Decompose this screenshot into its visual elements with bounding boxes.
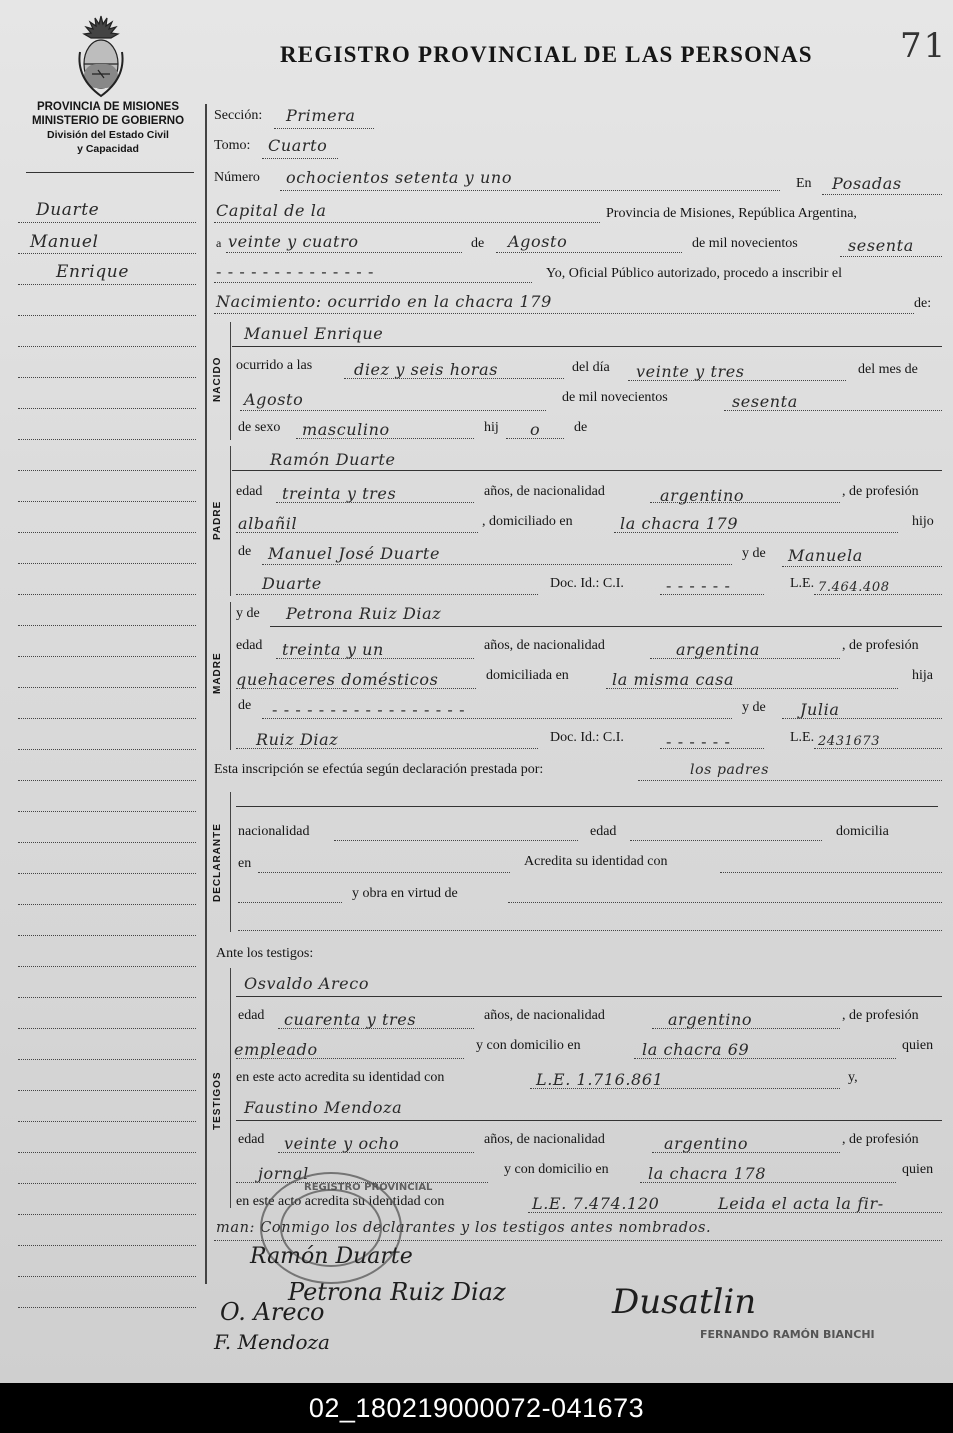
testigo2-anios-label: años, de nacionalidad (484, 1132, 605, 1147)
padre-side-label: PADRE (212, 500, 223, 540)
testigo1-edad-label: edad (238, 1008, 265, 1023)
signature-witness1: O. Areco (220, 1298, 325, 1326)
dia-line (628, 380, 846, 381)
madre-ci: - - - - - - (666, 732, 731, 751)
madre-anios-label: años, de nacionalidad (484, 638, 605, 653)
padre-le-label: L.E. (790, 576, 815, 591)
declarante-obra-label: y obra en virtud de (352, 886, 458, 901)
testigo2-acredita-label: en este acto acredita su identidad con (236, 1194, 445, 1209)
declarante-bracket (230, 792, 231, 932)
padre-edad-line (276, 502, 474, 503)
testigo2-domicilio-line (640, 1182, 896, 1183)
madre-edad: treinta y un (282, 640, 384, 659)
margin-rule-line (18, 1028, 196, 1029)
nacido-bracket (230, 322, 231, 440)
a-value: veinte y cuatro (228, 232, 359, 251)
anio-line (840, 256, 942, 257)
declarante-extra-line (238, 930, 942, 931)
signature-witness2: F. Mendoza (214, 1330, 330, 1354)
margin-rule-line (18, 532, 196, 533)
numero-value: ochocientos setenta y uno (286, 168, 513, 187)
image-id-footer: 02_180219000072-041673 (0, 1383, 953, 1433)
tomo-label: Tomo: (214, 138, 251, 153)
abuela-materna: Julia (800, 700, 840, 719)
padre-le: 7.464.408 (818, 580, 890, 595)
margin-rule-line (18, 1090, 196, 1091)
signature-official: Dusatlin (612, 1282, 757, 1322)
margin-rule-line (18, 315, 196, 316)
testigo2-doc-line (528, 1212, 942, 1213)
testigo1-y-label: y, (848, 1070, 858, 1085)
margin-rule-line (18, 625, 196, 626)
de-colon: de: (914, 296, 932, 311)
declarante-side-label: DECLARANTE (212, 823, 223, 902)
padre-profesion-line (236, 532, 478, 533)
testigo2-doc: L.E. 7.474.120 (532, 1194, 660, 1213)
hijo-label: hijo (912, 514, 934, 529)
nacido-nombre-line (232, 346, 942, 347)
margin-rule-line (18, 1183, 196, 1184)
margin-rule-line (18, 501, 196, 502)
testigo1-profesion: empleado (234, 1040, 318, 1059)
abuelo-paterno: Manuel José Duarte (268, 544, 441, 563)
provincia-text: Provincia de Misiones, República Argentina, (606, 206, 857, 221)
margin-rule-line (18, 873, 196, 874)
a-label: a (216, 236, 222, 250)
horas-value: diez y seis horas (354, 360, 499, 379)
madre-nacionalidad-line (650, 658, 840, 659)
nacido-anio: sesenta (732, 392, 798, 411)
testigo2-quien-label: quien (902, 1162, 934, 1177)
margin-rule-line (18, 253, 196, 254)
registry-stamp-icon (256, 1168, 433, 1288)
padre-anios-label: años, de nacionalidad (484, 484, 605, 499)
testigo2-profesion-label: , de profesión (842, 1132, 919, 1147)
padre-nombre: Ramón Duarte (270, 450, 396, 469)
madre-nacionalidad: argentina (676, 640, 760, 659)
margin-rule-line (18, 470, 196, 471)
testigo1-acredita-label: en este acto acredita su identidad con (236, 1070, 445, 1085)
declarante-en-line (258, 872, 510, 873)
madre-edad-line (276, 658, 474, 659)
signature-father: Ramón Duarte (250, 1244, 413, 1269)
abuela-paterna: Manuela (788, 546, 863, 565)
testigo1-edad: cuarenta y tres (284, 1010, 417, 1029)
abuela-paterna-2-line (236, 594, 538, 595)
abuelo-materno: - - - - - - - - - - - - - - - - - (272, 700, 466, 719)
testigo2-edad-label: edad (238, 1132, 265, 1147)
margin-rule-line (18, 842, 196, 843)
testigo1-doc-line (530, 1088, 840, 1089)
stamp-text: REGISTRO PROVINCIAL (304, 1182, 433, 1193)
margin-rule-line (18, 594, 196, 595)
padre-ci-line (660, 594, 764, 595)
padre-de-label: de (238, 544, 252, 559)
testigo1-domicilio-label: y con domicilio en (476, 1038, 581, 1053)
del-dia-label: del día (572, 360, 610, 375)
testigo2-domicilio: la chacra 178 (648, 1164, 767, 1183)
numero-label: Número (214, 170, 260, 185)
padre-bracket (230, 446, 231, 596)
official-stamp: FERNANDO RAMÓN BIANCHI (700, 1328, 875, 1341)
numero-line (280, 190, 780, 191)
nacido-anio-line (724, 410, 942, 411)
madre-profesion-line (236, 688, 476, 689)
abuela-paterna-2: Duarte (262, 574, 322, 593)
margin-note-first-name: Manuel (30, 232, 99, 252)
nacido-de-label: de (574, 420, 588, 435)
a-line (226, 252, 462, 253)
margin-rule-line (18, 749, 196, 750)
ministry-name: MINISTERIO DE GOBIERNO (31, 115, 185, 127)
capital-value: Capital de la (216, 201, 327, 220)
madre-profesion: quehaceres domésticos (236, 670, 439, 689)
margin-rule-line (18, 1152, 196, 1153)
del-mes-label: del mes de (858, 362, 918, 377)
margin-rule-line (18, 1059, 196, 1060)
margin-rule-line (18, 966, 196, 967)
de-label: de (471, 236, 485, 251)
testigo2-nacionalidad-line (652, 1152, 840, 1153)
margin-rule-line (18, 687, 196, 688)
dash-value: - - - - - - - - - - - - - - (216, 262, 375, 281)
declarante-obra-prev-line (238, 902, 342, 903)
province-block (18, 100, 198, 156)
madre-edad-label: edad (236, 638, 263, 653)
margin-rule-line (18, 439, 196, 440)
anio-value: sesenta (848, 236, 914, 255)
margin-rule-line (18, 904, 196, 905)
mes-value: Agosto (508, 232, 568, 251)
testigo2-profesion: jornal (258, 1164, 309, 1183)
oficial-text: Yo, Oficial Público autorizado, procedo a inscribir el (546, 266, 843, 281)
margin-rule-line (18, 1245, 196, 1246)
padre-edad: treinta y tres (282, 484, 397, 503)
testigo2-edad: veinte y ocho (284, 1134, 400, 1153)
madre-profesion-label: , de profesión (842, 638, 919, 653)
declarante-nacionalidad-label: nacionalidad (238, 824, 310, 839)
padre-y-de-label: y de (742, 546, 766, 561)
margin-rule-line (18, 935, 196, 936)
nacimiento-line (214, 313, 914, 314)
sexo-label: de sexo (238, 420, 281, 435)
madre-le: 2431673 (818, 734, 881, 749)
hij-label: hij (484, 420, 499, 435)
margin-rule-line (18, 997, 196, 998)
declarante-edad-line (630, 840, 822, 841)
nacimiento-value: Nacimiento: ocurrido en la chacra 179 (216, 292, 552, 311)
margin-rule-line (18, 377, 196, 378)
madre-nombre-line (270, 626, 942, 627)
madre-doc-label: Doc. Id.: C.I. (550, 730, 624, 745)
margin-rule-line (18, 563, 196, 564)
margin-rule-line (18, 408, 196, 409)
testigo1-domicilio-line (634, 1058, 896, 1059)
seccion-label: Sección: (214, 108, 263, 123)
en-label: En (796, 176, 812, 191)
dia-value: veinte y tres (636, 362, 745, 381)
declarante-obra-line (508, 902, 942, 903)
testigo2-edad-line (278, 1152, 474, 1153)
nacido-mes-line (240, 410, 546, 411)
padre-nombre-line (232, 470, 942, 471)
madre-de-label: de (238, 698, 252, 713)
hij-line (506, 438, 564, 439)
division-name: División del Estado Civil (47, 129, 169, 141)
abuela-paterna-line (782, 566, 942, 567)
en-line (822, 194, 942, 195)
testigo2-nombre: Faustino Mendoza (244, 1098, 403, 1117)
declarante-edad-label: edad (590, 824, 617, 839)
padre-ci: - - - - - - (666, 576, 731, 595)
padre-domicilio-line (614, 532, 898, 533)
margin-rule-line (18, 1214, 196, 1215)
madre-domicilio-line (606, 688, 898, 689)
madre-le-line (814, 748, 942, 749)
padre-domicilio-label: , domiciliado en (482, 514, 573, 529)
margin-rule-line (18, 656, 196, 657)
nacido-nombre: Manuel Enrique (244, 324, 384, 343)
madre-side-label: MADRE (212, 652, 223, 694)
testigo1-nombre-line (236, 996, 942, 997)
margin-rule-line (18, 718, 196, 719)
mil-label: de mil novecientos (692, 236, 798, 251)
padre-profesion-label: , de profesión (842, 484, 919, 499)
declarante-nombre-line (236, 806, 938, 807)
testigo1-profesion-line (236, 1058, 464, 1059)
tomo-value: Cuarto (268, 136, 328, 155)
cierre-text: man: Conmigo los declarantes y los testigos antes nombrados. (216, 1220, 712, 1236)
padre-edad-label: edad (236, 484, 263, 499)
testigo1-nacionalidad: argentino (668, 1010, 753, 1029)
ante-testigos-label: Ante los testigos: (216, 946, 314, 961)
madre-ci-line (660, 748, 764, 749)
mes-line (496, 252, 682, 253)
madre-bracket (230, 602, 231, 750)
declarante-en-label: en (238, 856, 252, 871)
margin-rule-line (18, 222, 196, 223)
testigo1-domicilio: la chacra 69 (642, 1040, 750, 1059)
margin-rule-line (18, 1121, 196, 1122)
declaracion-line (638, 780, 942, 781)
testigo1-nombre: Osvaldo Areco (244, 974, 370, 993)
nacido-mes: Agosto (244, 390, 304, 409)
testigos-bracket (230, 968, 231, 1208)
abuela-materna-line (782, 718, 942, 719)
en-value: Posadas (832, 174, 902, 193)
margin-divider (205, 104, 207, 1284)
testigo1-nacionalidad-line (652, 1028, 840, 1029)
hija-label: hija (912, 668, 933, 683)
sexo-line (296, 438, 474, 439)
padre-domicilio: la chacra 179 (620, 514, 739, 533)
declarante-acredita-label: Acredita su identidad con (524, 854, 668, 869)
madre-le-label: L.E. (790, 730, 815, 745)
madre-domicilio: la misma casa (612, 670, 735, 689)
testigo2-domicilio-label: y con domicilio en (504, 1162, 609, 1177)
padre-nacionalidad: argentino (660, 486, 745, 505)
division-name-2: y Capacidad (77, 143, 139, 155)
seccion-value: Primera (286, 106, 356, 125)
ocurrido-label: ocurrido a las (236, 358, 313, 373)
padre-profesion: albañil (238, 514, 298, 533)
declarante-domicilia-label: domicilia (836, 824, 889, 839)
declarante-nacionalidad-line (334, 840, 578, 841)
testigos-side-label: TESTIGOS (212, 1071, 223, 1130)
testigo1-anios-label: años, de nacionalidad (484, 1008, 605, 1023)
margin-rule-line (18, 811, 196, 812)
testigo1-quien-label: quien (902, 1038, 934, 1053)
province-name: PROVINCIA DE MISIONES (36, 101, 180, 113)
margin-note-surname: Duarte (36, 200, 100, 220)
nacido-side-label: NACIDO (212, 356, 223, 402)
testigo2-nombre-line (236, 1120, 942, 1121)
abuelo-paterno-line (262, 564, 732, 565)
horas-line (344, 378, 564, 379)
testigo2-nacionalidad: argentino (664, 1134, 749, 1153)
document-title: REGISTRO PROVINCIAL DE LAS PERSONAS (280, 42, 813, 67)
margin-rule-line (18, 346, 196, 347)
padre-doc-label: Doc. Id.: C.I. (550, 576, 624, 591)
margin-rule-line (18, 284, 196, 285)
province-divider (26, 172, 194, 173)
padre-le-line (814, 594, 942, 595)
seccion-line (274, 128, 374, 129)
abuela-materna-2-line (236, 748, 538, 749)
madre-y-de2-label: y de (742, 700, 766, 715)
testigo1-edad-line (278, 1028, 474, 1029)
padre-nacionalidad-line (650, 502, 840, 503)
sexo-value: masculino (302, 420, 390, 439)
margin-rule-line (18, 780, 196, 781)
dash-line (214, 282, 532, 283)
margin-note-middle-name: Enrique (56, 262, 130, 282)
leida-text: Leida el acta la fir- (718, 1194, 884, 1213)
margin-rule-line (18, 1276, 196, 1277)
testigo1-profesion-label: , de profesión (842, 1008, 919, 1023)
hij-value: o (530, 420, 541, 439)
declaracion-text: Esta inscripción se efectúa según declaración prestada por: (214, 762, 544, 777)
declaracion-value: los padres (690, 762, 769, 778)
page-number: 71 (900, 26, 948, 66)
testigo1-doc: L.E. 1.716.861 (536, 1070, 664, 1089)
madre-y-de-label: y de (236, 606, 260, 621)
argentina-coat-of-arms-icon (74, 12, 128, 100)
declarante-acredita-line (720, 872, 942, 873)
margin-rule-line (18, 1307, 196, 1308)
madre-domicilio-label: domiciliada en (486, 668, 569, 683)
nacido-mil-label: de mil novecientos (562, 390, 668, 405)
signature-mother: Petrona Ruiz Diaz (288, 1278, 506, 1306)
tomo-line (262, 158, 338, 159)
abuelo-materno-line (262, 718, 732, 719)
capital-line (214, 222, 600, 223)
madre-nombre: Petrona Ruiz Diaz (286, 604, 442, 623)
abuela-materna-2: Ruiz Diaz (256, 730, 339, 749)
